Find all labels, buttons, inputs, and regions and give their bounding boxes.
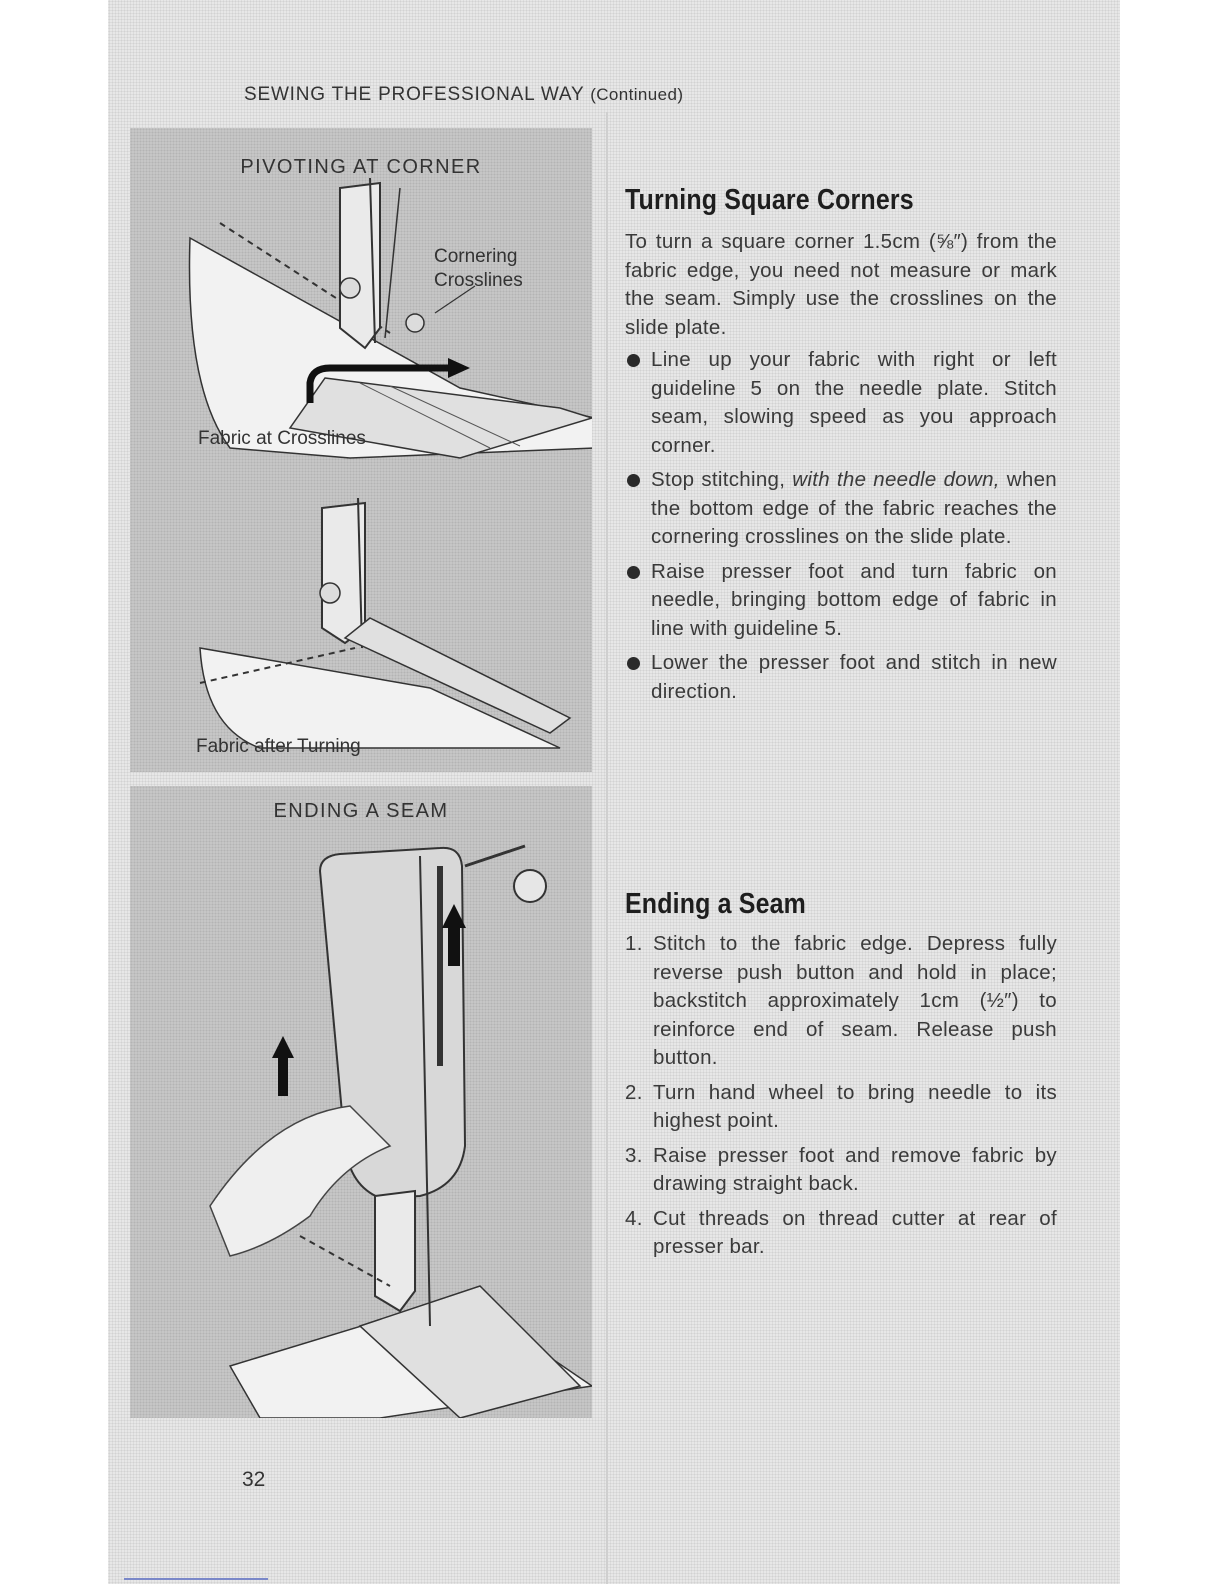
pivoting-figure-panel (130, 128, 592, 772)
label-fabric-after-turning: Fabric after Turning (196, 736, 361, 757)
ending-heading: ENDING A SEAM (273, 800, 449, 822)
label-crosslines: Crosslines (434, 270, 523, 291)
header-continued: (Continued) (590, 85, 684, 104)
step-item: 2. Turn hand wheel to bring needle to its highest point. (625, 1080, 1057, 1132)
label-cornering: Cornering (434, 246, 518, 267)
turning-bullet-list (625, 346, 1057, 712)
column-divider (606, 112, 608, 1584)
bullet-dot-icon (627, 566, 640, 579)
italic-emphasis: with the needle down, (792, 468, 1000, 491)
ending-illustration (130, 786, 592, 1418)
step-item: 3. Raise presser foot and remove fabric by drawing straight back. (625, 1143, 1057, 1195)
footer-rule (124, 1578, 268, 1580)
step-item: 1. Stitch to the fabric edge. Depress fully reverse push button and hold in place; backstitch approximately 1cm (½″) to reinforce end of seam. Release push button. (625, 932, 1057, 1069)
turning-intro-after: ) from the fabric edge, you need not measure or mark the seam. Simply use the crosslines on the slide plate. (625, 230, 1058, 339)
label-fabric-at-crosslines: Fabric at Crosslines (198, 428, 366, 449)
up-arrow-shaft (448, 926, 460, 966)
page-number: 32 (242, 1468, 266, 1491)
page-header (244, 84, 683, 106)
bullet-item: Line up your fabric with right or left guideline 5 on the needle plate. Stitch seam, slowing speed as you approach corner. (625, 346, 1057, 460)
left-arrow-head (272, 1036, 294, 1058)
bullet-dot-icon (627, 474, 640, 487)
pivot-arrowhead (448, 358, 470, 378)
bullet-item: Lower the presser foot and stitch in new direction. (625, 649, 1057, 706)
step-item: 4. Cut threads on thread cutter at rear of presser bar. (625, 1206, 1057, 1258)
bullet-dot-icon (627, 657, 640, 670)
thumbscrew-lower (320, 583, 340, 603)
bullet-item: Raise presser foot and turn fabric on needle, bringing bottom edge of fabric in line with guideline 5. (625, 558, 1057, 644)
thumbscrew (340, 278, 360, 298)
tension-dial (514, 870, 546, 902)
presser-bar-ending (375, 1191, 415, 1311)
header-title: SEWING THE PROFESSIONAL WAY (244, 84, 585, 105)
turning-intro-before: To turn a square corner 1.5cm ( (625, 230, 937, 253)
bullet-dot-icon (627, 354, 640, 367)
ending-title: Ending a Seam (625, 888, 807, 920)
bullet-item: Stop stitching, with the needle down, when the bottom edge of the fabric reaches the cornering crosslines on the slide plate. (625, 466, 1057, 552)
ending-step-list (625, 930, 1057, 1268)
ending-figure-panel (130, 786, 592, 1418)
fraction-five-eighths: ⅝″ (936, 230, 962, 253)
left-arrow-shaft (278, 1056, 288, 1096)
pivoting-heading: PIVOTING AT CORNER (240, 156, 482, 178)
pivoting-illustration (130, 128, 592, 772)
thread-line (385, 188, 400, 338)
thread-guide-arm (465, 846, 525, 866)
turning-intro (625, 228, 1057, 342)
thumbscrew-right (406, 314, 424, 332)
turning-title: Turning Square Corners (625, 184, 914, 216)
